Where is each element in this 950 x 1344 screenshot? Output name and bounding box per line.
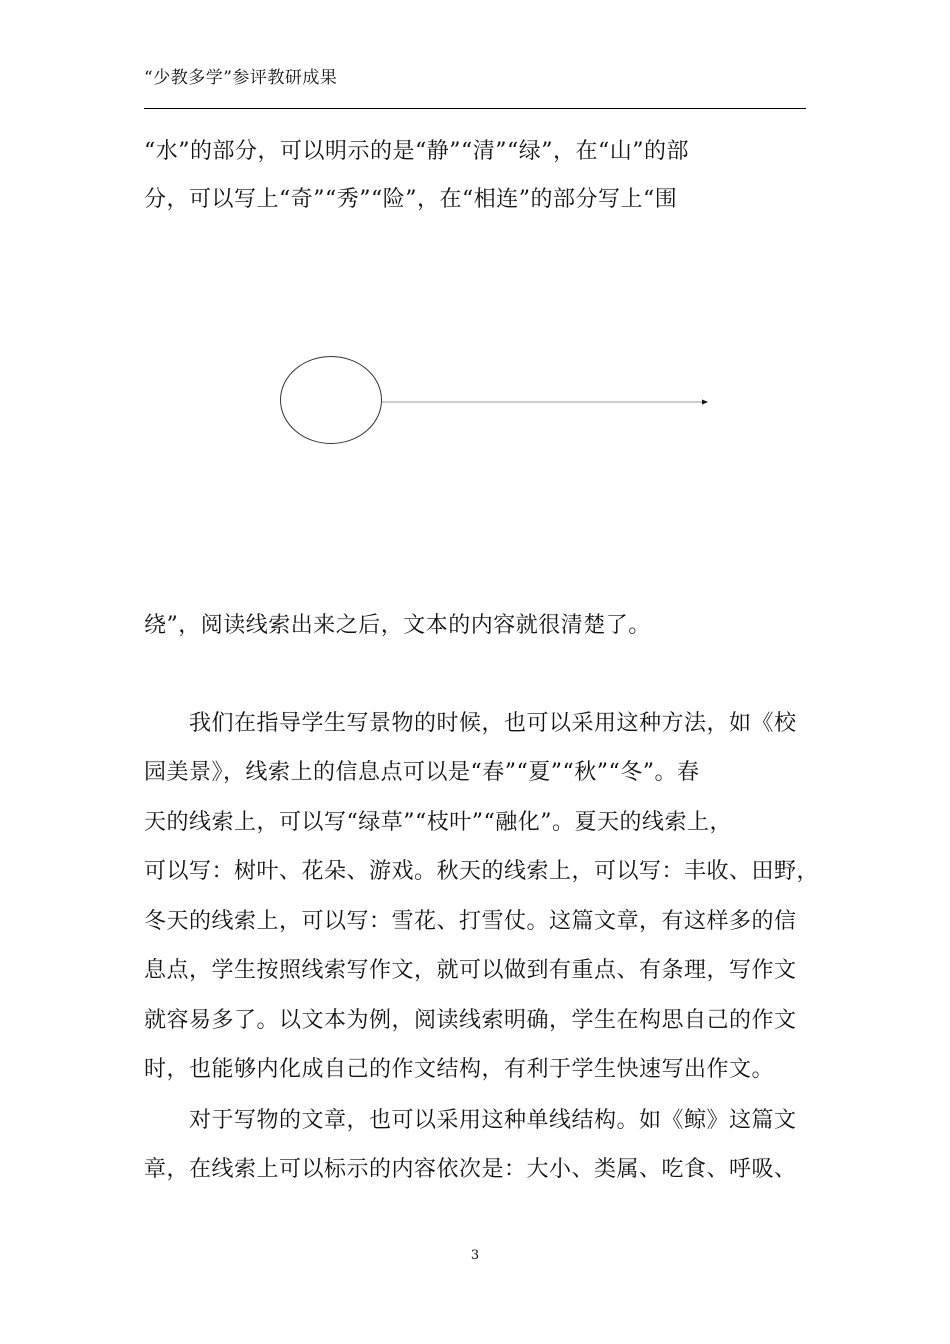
- paragraph-line: 天的线索上，可以写“绿草”“枝叶”“融化”。夏天的线索上，: [144, 810, 732, 835]
- paragraph-line: 章，在线索上可以标示的内容依次是：大小、类属、吃食、呼吸、: [144, 1157, 797, 1182]
- page-number: 3: [470, 1248, 480, 1263]
- page-header: “少教多学”参评教研成果: [144, 68, 338, 88]
- paragraph-line: 就容易多了。以文本为例，阅读线索明确，学生在构思自己的作文: [144, 1008, 797, 1033]
- paragraph-line: 冬天的线索上，可以写：雪花、打雪仗。这篇文章，有这样多的信: [144, 909, 797, 934]
- clue-arrowhead: [702, 400, 708, 405]
- paragraph-line: 时，也能够内化成自己的作文结构，有利于学生快速写出作文。: [144, 1057, 775, 1082]
- clue-diagram: [276, 352, 716, 448]
- paragraph-line: 息点，学生按照线索写作文，就可以做到有重点、有条理，写作文: [144, 958, 797, 983]
- paragraph-line: 分，可以写上“奇”“秀”“险”，在“相连”的部分写上“围: [144, 187, 678, 212]
- paragraph-line: 对于写物的文章，也可以采用这种单线结构。如《鲸》这篇文: [189, 1108, 797, 1133]
- paragraph-line: 我们在指导学生写景物的时候，也可以采用这种方法，如《校: [189, 711, 797, 736]
- clue-circle: [281, 357, 382, 444]
- paragraph-line: 绕”，阅读线索出来之后，文本的内容就很清楚了。: [144, 613, 651, 638]
- paragraph-line: “水”的部分，可以明示的是“静”“清”“绿”，在“山”的部: [144, 139, 689, 164]
- paragraph-line: 可以写：树叶、花朵、游戏。秋天的线索上，可以写：丰收、田野，: [144, 859, 820, 884]
- paragraph-line: 园美景》，线索上的信息点可以是“春”“夏”“秋”“冬”。春: [144, 760, 700, 785]
- header-rule: [144, 108, 806, 109]
